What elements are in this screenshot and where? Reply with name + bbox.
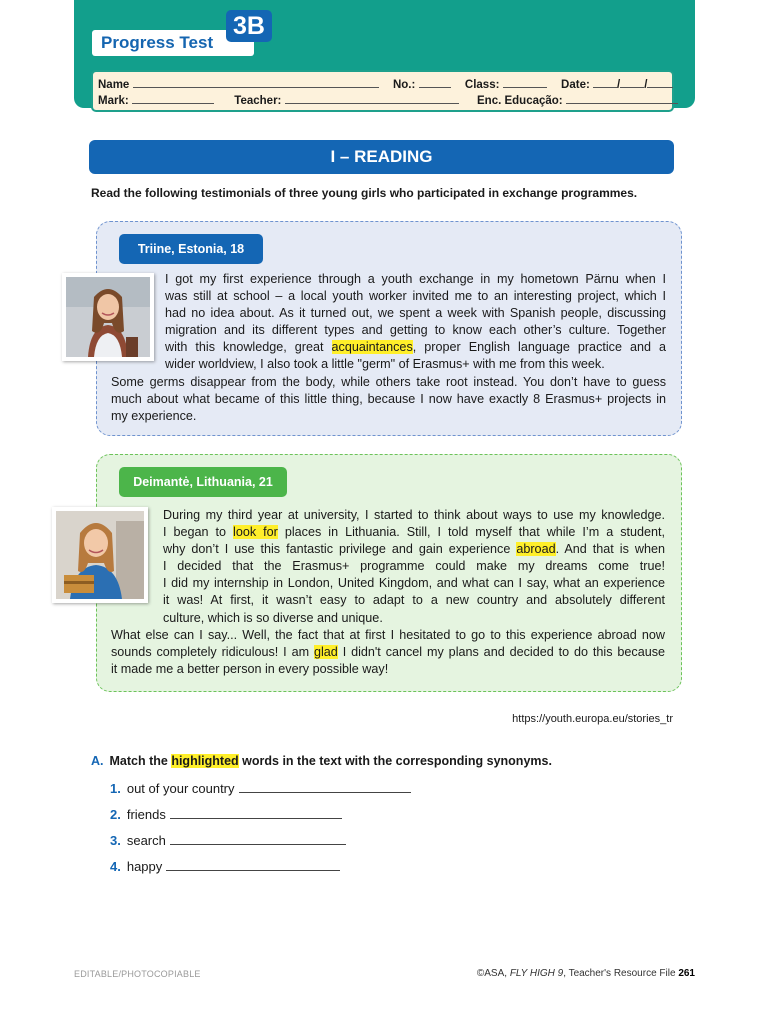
testimonial-1-paragraph-a <box>165 271 666 374</box>
text-segment: I didn't cancel my plans and decided to do this because <box>342 645 666 660</box>
student-info-box <box>91 70 674 112</box>
enc-educacao-field[interactable] <box>566 93 678 104</box>
text-line: much about what became of this little thing, because I now have exactly 8 Erasmus+ projects in <box>111 392 666 407</box>
answer-line-4[interactable] <box>166 858 340 871</box>
text-line: Some germs disappear from the body, while others take root instead. You don’t have to guess <box>111 375 666 389</box>
text-line: it was! At first, it wasn’t easy to adapt to a new country and absolutely different <box>163 593 665 608</box>
footer-photocopiable: EDITABLE/PHOTOCOPIABLE <box>74 969 201 979</box>
text-line <box>163 524 665 541</box>
page-number: 261 <box>678 968 695 979</box>
item-number: 4. <box>110 859 121 874</box>
enc-educacao-label: Enc. Educação: <box>477 95 563 107</box>
item-text: out of your country <box>126 781 235 796</box>
highlighted-word-acquaintances: acquaintances <box>331 340 413 355</box>
task-text: words in the text with the corresponding synonyms. <box>242 754 552 768</box>
info-row-2 <box>98 93 678 107</box>
testimonial-1-paragraph-b <box>111 374 666 425</box>
text-line <box>111 644 665 661</box>
text-segment: sounds completely ridiculous! I am <box>111 645 310 660</box>
synonym-item-1 <box>110 780 411 796</box>
portrait-photo-1 <box>62 273 154 361</box>
highlighted-word-label: highlighted <box>171 754 239 768</box>
answer-line-1[interactable] <box>239 780 411 793</box>
text-line <box>163 541 665 558</box>
text-segment: . And that is when <box>555 542 665 557</box>
name-field[interactable] <box>133 77 379 88</box>
footer-copyright <box>477 968 695 979</box>
testimonial-2-paragraph-a <box>163 507 665 627</box>
number-label: No.: <box>392 79 416 91</box>
item-number: 2. <box>110 807 121 822</box>
date-month-field[interactable] <box>620 77 644 88</box>
text-segment: why don’t I use this fantastic privilege and gain experience <box>163 542 511 557</box>
footer-copyright-text: ©ASA, <box>476 968 508 979</box>
page-title: Progress Test <box>101 33 214 52</box>
item-text: search <box>126 833 166 848</box>
text-segment: places in Lithuania. Still, I told myself that while I’m a student, <box>284 525 666 540</box>
text-line: What else can I say... Well, the fact that at first I hesitated to go to this experience abroad now <box>111 628 665 642</box>
text-line: my experience. <box>111 409 197 424</box>
task-text: Match the <box>109 754 168 768</box>
source-link[interactable]: https://youth.europa.eu/stories_tr <box>512 713 673 725</box>
teacher-field[interactable] <box>285 93 459 104</box>
item-text: happy <box>126 859 163 874</box>
portrait-photo-2 <box>52 507 148 603</box>
date-year-field[interactable] <box>647 77 673 88</box>
highlighted-word-look-for: look for <box>233 525 278 540</box>
testimonial-name-tag-1: Triine, Estonia, 18 <box>119 234 263 264</box>
text-line <box>165 339 666 356</box>
testimonial-name-tag-2: Deimantė, Lithuania, 21 <box>119 467 287 497</box>
synonym-item-4 <box>110 858 340 874</box>
text-line: I got my first experience through a youth exchange in my hometown Pärnu when I <box>165 272 666 286</box>
info-row-1: Name No.: Class: Date: / / <box>98 77 673 91</box>
text-line: wider worldview, I also took a little "germ" of Erasmus+ with me from this week. <box>165 357 605 372</box>
answer-line-3[interactable] <box>170 832 346 845</box>
footer-book-title: FLY HIGH 9 <box>509 968 564 979</box>
item-number: 1. <box>110 781 121 796</box>
reading-instruction: Read the following testimonials of three young girls who participated in exchange programmes. <box>91 186 638 200</box>
class-label: Class: <box>464 79 500 91</box>
synonym-item-3 <box>110 832 346 848</box>
text-line: it made me a better person in every possible way! <box>111 662 389 677</box>
text-line: migration and its different types and getting to know each other’s culture. Together <box>165 323 666 338</box>
text-line: I did my internship in London, United Kingdom, and what can I say, what an experience <box>163 576 665 591</box>
testimonial-2-paragraph-b <box>111 627 665 678</box>
text-segment: , proper English language practice and a <box>412 340 667 355</box>
text-line: culture, which is so diverse and unique. <box>163 610 383 625</box>
text-line: was still at school – a local youth worker invited me to an interesting project, which I <box>165 289 666 304</box>
text-segment: with this knowledge, great <box>165 340 324 355</box>
teacher-label: Teacher: <box>234 95 282 107</box>
text-line: During my third year at university, I started to think about ways to use my knowledge. <box>163 508 665 522</box>
unit-badge: 3B <box>226 10 272 42</box>
item-text: friends <box>126 807 166 822</box>
class-field[interactable] <box>503 77 547 88</box>
footer-copyright-text: , Teacher's Resource File <box>563 968 676 979</box>
date-day-field[interactable] <box>593 77 617 88</box>
task-letter: A. <box>91 754 104 768</box>
name-label: Name <box>98 79 130 91</box>
text-line: had no idea about. As it turned out, we spent a week with Spanish people, discussing <box>165 306 666 321</box>
date-label: Date: <box>561 79 590 91</box>
number-field[interactable] <box>419 77 451 88</box>
synonym-item-2 <box>110 806 342 822</box>
highlighted-word-abroad: abroad <box>516 542 556 557</box>
answer-line-2[interactable] <box>170 806 342 819</box>
text-segment: I began to <box>163 525 227 540</box>
text-line: I decided that the Erasmus+ programme could make my dreams come true! <box>163 559 665 574</box>
item-number: 3. <box>110 833 121 848</box>
highlighted-word-glad: glad <box>313 645 338 660</box>
student-portrait-icon <box>56 511 144 599</box>
task-a-instruction <box>91 754 552 768</box>
girl-portrait-icon <box>66 277 150 357</box>
mark-label: Mark: <box>98 95 129 107</box>
mark-field[interactable] <box>132 93 214 104</box>
section-banner: I – READING <box>89 140 674 174</box>
